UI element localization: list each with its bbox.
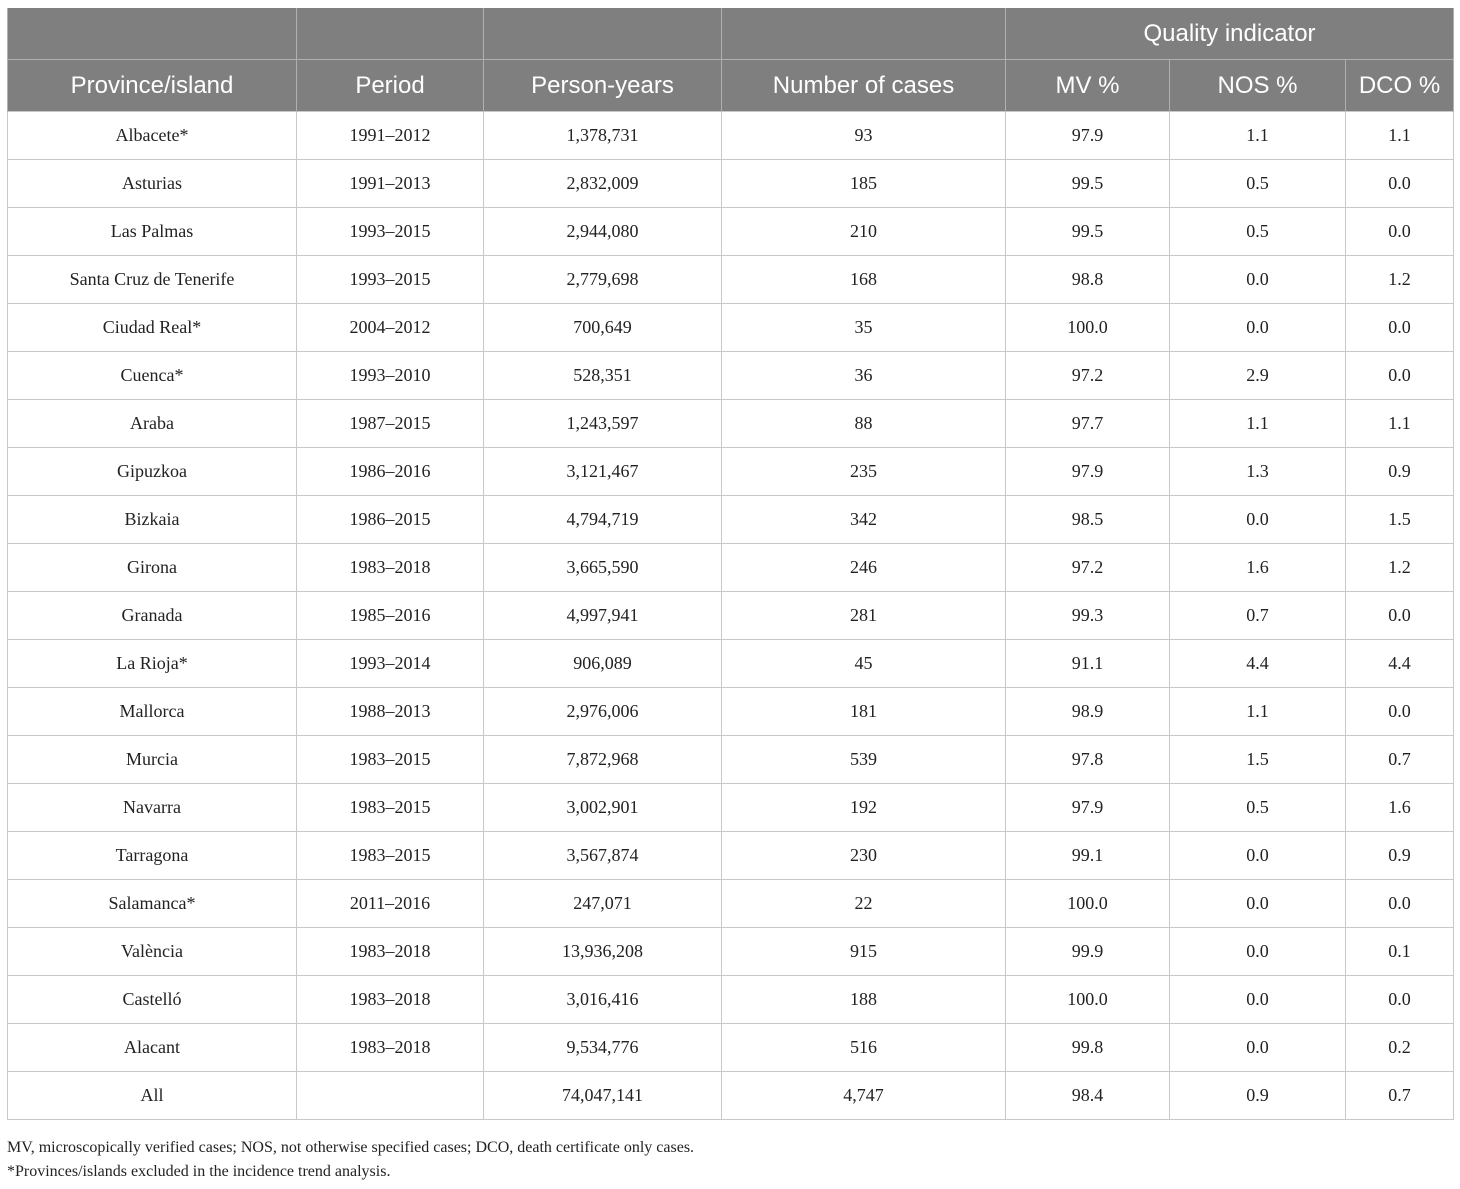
cell-dco: 0.0 <box>1346 352 1454 400</box>
table-footnotes <box>7 1136 694 1184</box>
cell-dco: 0.0 <box>1346 688 1454 736</box>
cell-person-years: 3,567,874 <box>484 832 722 880</box>
quality-indicator-group-header: Quality indicator <box>1006 8 1454 60</box>
table-row <box>8 400 1454 448</box>
cell-number-of-cases: 36 <box>722 352 1006 400</box>
cell-period: 1991–2012 <box>297 112 484 160</box>
cell-nos: 4.4 <box>1170 640 1346 688</box>
cell-mv: 99.1 <box>1006 832 1170 880</box>
cell-person-years: 2,944,080 <box>484 208 722 256</box>
cell-nos: 0.5 <box>1170 208 1346 256</box>
excluded-provinces-footnote: *Provinces/islands excluded in the incidence trend analysis. <box>7 1163 391 1180</box>
cell-province: La Rioja* <box>8 640 297 688</box>
cell-mv: 98.4 <box>1006 1072 1170 1120</box>
cell-mv: 100.0 <box>1006 976 1170 1024</box>
cell-province: Las Palmas <box>8 208 297 256</box>
cell-province: Salamanca* <box>8 880 297 928</box>
cell-period: 1983–2018 <box>297 544 484 592</box>
cell-person-years: 13,936,208 <box>484 928 722 976</box>
abbreviations-footnote: MV, microscopically verified cases; NOS, not otherwise specified cases; DCO, death certificate only cases. <box>7 1139 695 1156</box>
cell-province: Gipuzkoa <box>8 448 297 496</box>
cell-dco: 0.0 <box>1346 976 1454 1024</box>
empty-header-cell <box>8 8 297 60</box>
cell-person-years: 2,779,698 <box>484 256 722 304</box>
cell-person-years: 700,649 <box>484 304 722 352</box>
cell-person-years: 3,002,901 <box>484 784 722 832</box>
cell-person-years: 2,976,006 <box>484 688 722 736</box>
cell-number-of-cases: 192 <box>722 784 1006 832</box>
cell-person-years: 7,872,968 <box>484 736 722 784</box>
cell-period: 1993–2015 <box>297 256 484 304</box>
cell-province: Granada <box>8 592 297 640</box>
cell-person-years: 906,089 <box>484 640 722 688</box>
table-row <box>8 592 1454 640</box>
cell-nos: 1.5 <box>1170 736 1346 784</box>
cell-period: 1985–2016 <box>297 592 484 640</box>
table-row <box>8 640 1454 688</box>
cell-number-of-cases: 539 <box>722 736 1006 784</box>
cell-dco: 0.2 <box>1346 1024 1454 1072</box>
cell-period: 1983–2018 <box>297 1024 484 1072</box>
table-row <box>8 880 1454 928</box>
cell-period: 1993–2014 <box>297 640 484 688</box>
cell-number-of-cases: 88 <box>722 400 1006 448</box>
cell-dco: 0.0 <box>1346 592 1454 640</box>
cell-number-of-cases: 181 <box>722 688 1006 736</box>
cell-number-of-cases: 235 <box>722 448 1006 496</box>
cell-period: 1987–2015 <box>297 400 484 448</box>
cell-person-years: 4,997,941 <box>484 592 722 640</box>
cell-mv: 99.5 <box>1006 208 1170 256</box>
cell-nos: 0.0 <box>1170 832 1346 880</box>
table-row <box>8 352 1454 400</box>
table-header-row <box>8 60 1454 112</box>
cell-dco: 0.0 <box>1346 304 1454 352</box>
cell-number-of-cases: 915 <box>722 928 1006 976</box>
cell-number-of-cases: 516 <box>722 1024 1006 1072</box>
cell-mv: 100.0 <box>1006 304 1170 352</box>
cell-nos: 1.3 <box>1170 448 1346 496</box>
cell-dco: 0.0 <box>1346 880 1454 928</box>
cell-period: 1986–2016 <box>297 448 484 496</box>
cell-dco: 0.7 <box>1346 1072 1454 1120</box>
cell-person-years: 9,534,776 <box>484 1024 722 1072</box>
table-group-header-row <box>8 8 1454 60</box>
cell-person-years: 3,665,590 <box>484 544 722 592</box>
cell-nos: 0.0 <box>1170 880 1346 928</box>
cell-province: Ciudad Real* <box>8 304 297 352</box>
cell-period: 1988–2013 <box>297 688 484 736</box>
table-row <box>8 976 1454 1024</box>
cell-number-of-cases: 210 <box>722 208 1006 256</box>
cell-number-of-cases: 45 <box>722 640 1006 688</box>
cell-person-years: 1,378,731 <box>484 112 722 160</box>
cell-nos: 0.0 <box>1170 256 1346 304</box>
cell-person-years: 247,071 <box>484 880 722 928</box>
cell-period <box>297 1072 484 1120</box>
empty-header-cell <box>297 8 484 60</box>
cell-nos: 0.0 <box>1170 928 1346 976</box>
column-header-mv: MV % <box>1006 60 1170 112</box>
cell-person-years: 2,832,009 <box>484 160 722 208</box>
cell-mv: 99.3 <box>1006 592 1170 640</box>
cell-dco: 1.6 <box>1346 784 1454 832</box>
cell-period: 2004–2012 <box>297 304 484 352</box>
cell-number-of-cases: 93 <box>722 112 1006 160</box>
cell-nos: 0.0 <box>1170 1024 1346 1072</box>
cell-period: 1993–2015 <box>297 208 484 256</box>
cell-nos: 1.1 <box>1170 400 1346 448</box>
cell-period: 1983–2018 <box>297 976 484 1024</box>
quality-indicator-table <box>7 8 1454 1120</box>
cell-dco: 1.5 <box>1346 496 1454 544</box>
cell-person-years: 528,351 <box>484 352 722 400</box>
table-row <box>8 544 1454 592</box>
cell-person-years: 3,121,467 <box>484 448 722 496</box>
cell-person-years: 1,243,597 <box>484 400 722 448</box>
cell-province: Navarra <box>8 784 297 832</box>
cell-mv: 97.7 <box>1006 400 1170 448</box>
empty-header-cell <box>722 8 1006 60</box>
cell-dco: 1.1 <box>1346 400 1454 448</box>
table-row <box>8 304 1454 352</box>
table-body <box>8 112 1454 1120</box>
cell-province: Santa Cruz de Tenerife <box>8 256 297 304</box>
cell-number-of-cases: 342 <box>722 496 1006 544</box>
cell-number-of-cases: 185 <box>722 160 1006 208</box>
table-total-row <box>8 1072 1454 1120</box>
cell-person-years: 3,016,416 <box>484 976 722 1024</box>
cell-mv: 97.8 <box>1006 736 1170 784</box>
cell-mv: 99.8 <box>1006 1024 1170 1072</box>
cell-dco: 0.0 <box>1346 160 1454 208</box>
cell-person-years: 74,047,141 <box>484 1072 722 1120</box>
cell-nos: 0.0 <box>1170 304 1346 352</box>
cell-period: 1983–2015 <box>297 736 484 784</box>
cell-nos: 1.6 <box>1170 544 1346 592</box>
cell-nos: 0.5 <box>1170 784 1346 832</box>
cell-mv: 98.9 <box>1006 688 1170 736</box>
cell-number-of-cases: 4,747 <box>722 1072 1006 1120</box>
cell-province: Albacete* <box>8 112 297 160</box>
cell-number-of-cases: 230 <box>722 832 1006 880</box>
cell-person-years: 4,794,719 <box>484 496 722 544</box>
cell-nos: 0.0 <box>1170 496 1346 544</box>
table-row <box>8 736 1454 784</box>
cell-nos: 0.0 <box>1170 976 1346 1024</box>
table-row <box>8 496 1454 544</box>
cell-mv: 97.2 <box>1006 352 1170 400</box>
cell-period: 1983–2015 <box>297 784 484 832</box>
cell-mv: 100.0 <box>1006 880 1170 928</box>
cell-mv: 97.9 <box>1006 784 1170 832</box>
table-row <box>8 784 1454 832</box>
column-header-nos: NOS % <box>1170 60 1346 112</box>
cell-dco: 4.4 <box>1346 640 1454 688</box>
cell-mv: 97.2 <box>1006 544 1170 592</box>
table-row <box>8 448 1454 496</box>
cell-number-of-cases: 188 <box>722 976 1006 1024</box>
table-row <box>8 1024 1454 1072</box>
cell-province: València <box>8 928 297 976</box>
cell-number-of-cases: 168 <box>722 256 1006 304</box>
cell-mv: 97.9 <box>1006 448 1170 496</box>
cell-nos: 1.1 <box>1170 688 1346 736</box>
cell-dco: 0.1 <box>1346 928 1454 976</box>
cell-mv: 98.8 <box>1006 256 1170 304</box>
cell-nos: 0.7 <box>1170 592 1346 640</box>
cell-province: Cuenca* <box>8 352 297 400</box>
cell-number-of-cases: 22 <box>722 880 1006 928</box>
table-row <box>8 928 1454 976</box>
table-row <box>8 208 1454 256</box>
empty-header-cell <box>484 8 722 60</box>
cell-period: 1986–2015 <box>297 496 484 544</box>
cell-province: Alacant <box>8 1024 297 1072</box>
column-header-number-of-cases: Number of cases <box>722 60 1006 112</box>
cell-province: Mallorca <box>8 688 297 736</box>
cell-province: Girona <box>8 544 297 592</box>
table-row <box>8 832 1454 880</box>
column-header-period: Period <box>297 60 484 112</box>
cell-period: 1991–2013 <box>297 160 484 208</box>
quality-indicator-table-container <box>7 8 1453 1120</box>
table-row <box>8 256 1454 304</box>
cell-province: Asturias <box>8 160 297 208</box>
cell-dco: 0.9 <box>1346 448 1454 496</box>
cell-province: Castelló <box>8 976 297 1024</box>
table-row <box>8 688 1454 736</box>
cell-period: 1983–2015 <box>297 832 484 880</box>
column-header-dco: DCO % <box>1346 60 1454 112</box>
cell-dco: 0.0 <box>1346 208 1454 256</box>
cell-period: 1983–2018 <box>297 928 484 976</box>
cell-mv: 98.5 <box>1006 496 1170 544</box>
cell-period: 1993–2010 <box>297 352 484 400</box>
cell-province: All <box>8 1072 297 1120</box>
column-header-province: Province/island <box>8 60 297 112</box>
cell-number-of-cases: 246 <box>722 544 1006 592</box>
column-header-person-years: Person-years <box>484 60 722 112</box>
cell-province: Murcia <box>8 736 297 784</box>
cell-dco: 0.7 <box>1346 736 1454 784</box>
cell-nos: 0.5 <box>1170 160 1346 208</box>
cell-number-of-cases: 35 <box>722 304 1006 352</box>
table-row <box>8 112 1454 160</box>
cell-period: 2011–2016 <box>297 880 484 928</box>
cell-mv: 99.9 <box>1006 928 1170 976</box>
cell-province: Tarragona <box>8 832 297 880</box>
cell-dco: 1.2 <box>1346 544 1454 592</box>
cell-dco: 1.1 <box>1346 112 1454 160</box>
cell-dco: 0.9 <box>1346 832 1454 880</box>
cell-province: Bizkaia <box>8 496 297 544</box>
cell-dco: 1.2 <box>1346 256 1454 304</box>
cell-nos: 1.1 <box>1170 112 1346 160</box>
cell-province: Araba <box>8 400 297 448</box>
table-row <box>8 160 1454 208</box>
cell-nos: 2.9 <box>1170 352 1346 400</box>
cell-mv: 97.9 <box>1006 112 1170 160</box>
cell-mv: 99.5 <box>1006 160 1170 208</box>
cell-nos: 0.9 <box>1170 1072 1346 1120</box>
cell-number-of-cases: 281 <box>722 592 1006 640</box>
cell-mv: 91.1 <box>1006 640 1170 688</box>
